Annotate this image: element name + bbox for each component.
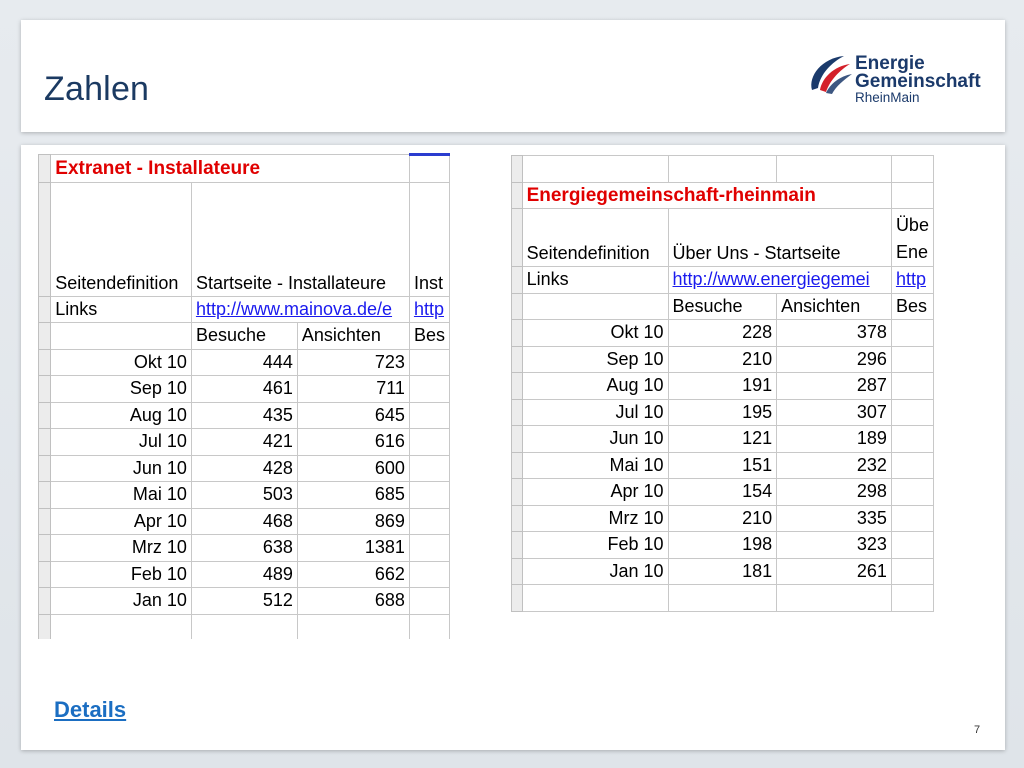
slide-header — [21, 20, 1005, 132]
ansichten-cell: 662 — [297, 561, 409, 588]
cell — [191, 614, 297, 639]
table-row — [512, 373, 934, 400]
row-header — [39, 296, 51, 323]
row-header — [39, 561, 51, 588]
cell — [409, 155, 449, 183]
page-title: Zahlen — [44, 70, 150, 108]
cell — [522, 293, 668, 320]
row-header — [512, 532, 523, 559]
row-header — [512, 293, 523, 320]
table-row — [39, 376, 450, 403]
row-header — [512, 373, 523, 400]
table-row — [39, 349, 450, 376]
besuche-cell: 435 — [191, 402, 297, 429]
links-label: Links — [522, 267, 668, 294]
cell — [522, 156, 668, 183]
ansichten-cell: 688 — [297, 588, 409, 615]
column-header-partial — [891, 209, 933, 267]
row-header — [512, 479, 523, 506]
row-header — [512, 452, 523, 479]
row-header — [39, 349, 51, 376]
ansichten-cell: 287 — [777, 373, 892, 400]
month-cell: Aug 10 — [522, 373, 668, 400]
besuche-cell: 198 — [668, 532, 777, 559]
spreadsheet-energiegemeinschaft — [511, 155, 934, 621]
month-cell: Mai 10 — [522, 452, 668, 479]
cell — [891, 156, 933, 183]
cell — [297, 614, 409, 639]
row-header — [39, 402, 51, 429]
row-header — [39, 376, 51, 403]
month-cell: Mai 10 — [51, 482, 192, 509]
ansichten-cell: 323 — [777, 532, 892, 559]
month-cell: Jul 10 — [522, 399, 668, 426]
cell — [409, 561, 449, 588]
cell — [409, 376, 449, 403]
cell — [891, 532, 933, 559]
row-header — [39, 614, 51, 639]
cell — [409, 588, 449, 615]
month-cell: Sep 10 — [51, 376, 192, 403]
month-cell: Feb 10 — [522, 532, 668, 559]
besuche-cell: 444 — [191, 349, 297, 376]
row-header — [512, 399, 523, 426]
table-row — [39, 482, 450, 509]
column-header-ueber-uns: Über Uns - Startseite — [668, 209, 891, 267]
metric-header-besuche: Besuche — [668, 293, 777, 320]
sheet-title: Extranet - Installateure — [51, 155, 410, 183]
row-header — [512, 585, 523, 612]
table-row — [512, 399, 934, 426]
row-header — [512, 505, 523, 532]
cell — [409, 455, 449, 482]
link-energiegemeinschaft[interactable]: http://www.energiegemei — [668, 267, 891, 294]
cell — [891, 452, 933, 479]
cell — [522, 585, 668, 612]
month-cell: Mrz 10 — [51, 535, 192, 562]
cell — [891, 558, 933, 585]
seitendefinition-label: Seitendefinition — [51, 182, 192, 296]
cell — [409, 508, 449, 535]
besuche-cell: 228 — [668, 320, 777, 347]
besuche-cell: 638 — [191, 535, 297, 562]
column-header-partial-line1: Übe — [895, 215, 929, 235]
details-link[interactable]: Details — [54, 697, 127, 722]
besuche-cell: 191 — [668, 373, 777, 400]
ansichten-cell: 711 — [297, 376, 409, 403]
link-partial[interactable]: http — [409, 296, 449, 323]
ansichten-cell: 189 — [777, 426, 892, 453]
row-header — [512, 320, 523, 347]
month-cell: Jun 10 — [51, 455, 192, 482]
row-header — [512, 182, 523, 209]
row-header — [39, 323, 51, 350]
cell — [51, 323, 192, 350]
energie-gemeinschaft-logo — [806, 50, 1001, 122]
column-header-partial: Inst — [409, 182, 449, 296]
metric-header-ansichten: Ansichten — [777, 293, 892, 320]
seitendefinition-label: Seitendefinition — [522, 209, 668, 267]
table-row — [512, 505, 934, 532]
besuche-cell: 154 — [668, 479, 777, 506]
row-header — [39, 429, 51, 456]
cell — [51, 614, 192, 639]
ansichten-cell: 645 — [297, 402, 409, 429]
row-header — [512, 209, 523, 267]
row-header — [512, 346, 523, 373]
table-row — [512, 426, 934, 453]
table-row — [512, 320, 934, 347]
besuche-cell: 421 — [191, 429, 297, 456]
table-row — [39, 535, 450, 562]
cell — [777, 156, 892, 183]
month-cell: Jun 10 — [522, 426, 668, 453]
cell — [409, 402, 449, 429]
besuche-cell: 121 — [668, 426, 777, 453]
sheet-title: Energiegemeinschaft-rheinmain — [522, 182, 891, 209]
besuche-cell: 489 — [191, 561, 297, 588]
row-header — [512, 426, 523, 453]
row-header — [39, 455, 51, 482]
row-header — [512, 558, 523, 585]
ansichten-cell: 723 — [297, 349, 409, 376]
table-row — [39, 561, 450, 588]
page-number: 7 — [974, 724, 981, 736]
month-cell: Feb 10 — [51, 561, 192, 588]
besuche-cell: 210 — [668, 505, 777, 532]
cell — [668, 585, 777, 612]
month-cell: Okt 10 — [522, 320, 668, 347]
column-header-partial-line2: Ene — [895, 242, 928, 262]
cell — [409, 429, 449, 456]
month-cell: Aug 10 — [51, 402, 192, 429]
cell — [891, 479, 933, 506]
row-header — [39, 155, 51, 183]
links-label: Links — [51, 296, 192, 323]
ansichten-cell: 232 — [777, 452, 892, 479]
month-cell: Apr 10 — [522, 479, 668, 506]
table-row — [512, 452, 934, 479]
ansichten-cell: 261 — [777, 558, 892, 585]
row-header — [39, 482, 51, 509]
cell — [891, 585, 933, 612]
ansichten-cell: 307 — [777, 399, 892, 426]
table-row — [39, 402, 450, 429]
cell — [891, 346, 933, 373]
slide-content — [21, 145, 1005, 750]
cell — [891, 505, 933, 532]
ansichten-cell: 869 — [297, 508, 409, 535]
table-row — [39, 508, 450, 535]
table-row — [39, 588, 450, 615]
metric-header-partial: Bes — [409, 323, 449, 350]
link-mainova[interactable]: http://www.mainova.de/e — [191, 296, 409, 323]
logo-text-line2: Gemeinschaft — [855, 71, 981, 92]
logo-text-line1: Energie — [855, 53, 925, 74]
column-header-startseite: Startseite - Installateure — [191, 182, 409, 296]
besuche-cell: 468 — [191, 508, 297, 535]
cell — [891, 182, 933, 209]
besuche-cell: 512 — [191, 588, 297, 615]
month-cell: Jan 10 — [51, 588, 192, 615]
row-header — [39, 535, 51, 562]
table-row — [512, 558, 934, 585]
ansichten-cell: 685 — [297, 482, 409, 509]
ansichten-cell: 335 — [777, 505, 892, 532]
cell — [891, 426, 933, 453]
month-cell: Apr 10 — [51, 508, 192, 535]
besuche-cell: 181 — [668, 558, 777, 585]
cell — [409, 349, 449, 376]
logo-swoosh-icon — [806, 50, 856, 100]
month-cell: Mrz 10 — [522, 505, 668, 532]
metric-header-ansichten: Ansichten — [297, 323, 409, 350]
row-header — [512, 267, 523, 294]
besuche-cell: 503 — [191, 482, 297, 509]
logo-text-line3: RheinMain — [855, 90, 920, 105]
table-row — [512, 532, 934, 559]
ansichten-cell: 378 — [777, 320, 892, 347]
ansichten-cell: 1381 — [297, 535, 409, 562]
link-partial[interactable]: http — [891, 267, 933, 294]
cell — [891, 373, 933, 400]
cell — [668, 156, 777, 183]
month-cell: Okt 10 — [51, 349, 192, 376]
spreadsheet-extranet-installateure — [38, 153, 450, 639]
cell — [409, 614, 449, 639]
cell — [891, 320, 933, 347]
cell — [777, 585, 892, 612]
besuche-cell: 461 — [191, 376, 297, 403]
month-cell: Jan 10 — [522, 558, 668, 585]
besuche-cell: 195 — [668, 399, 777, 426]
table-row — [39, 429, 450, 456]
month-cell: Jul 10 — [51, 429, 192, 456]
ansichten-cell: 616 — [297, 429, 409, 456]
table-row — [512, 479, 934, 506]
cell — [409, 482, 449, 509]
month-cell: Sep 10 — [522, 346, 668, 373]
besuche-cell: 210 — [668, 346, 777, 373]
metric-header-besuche: Besuche — [191, 323, 297, 350]
row-header — [512, 156, 523, 183]
row-header — [39, 588, 51, 615]
cell — [409, 535, 449, 562]
ansichten-cell: 298 — [777, 479, 892, 506]
besuche-cell: 428 — [191, 455, 297, 482]
table-row — [512, 346, 934, 373]
row-header — [39, 508, 51, 535]
row-header — [39, 182, 51, 296]
table-row — [39, 455, 450, 482]
ansichten-cell: 296 — [777, 346, 892, 373]
metric-header-partial: Bes — [891, 293, 933, 320]
ansichten-cell: 600 — [297, 455, 409, 482]
besuche-cell: 151 — [668, 452, 777, 479]
cell — [891, 399, 933, 426]
